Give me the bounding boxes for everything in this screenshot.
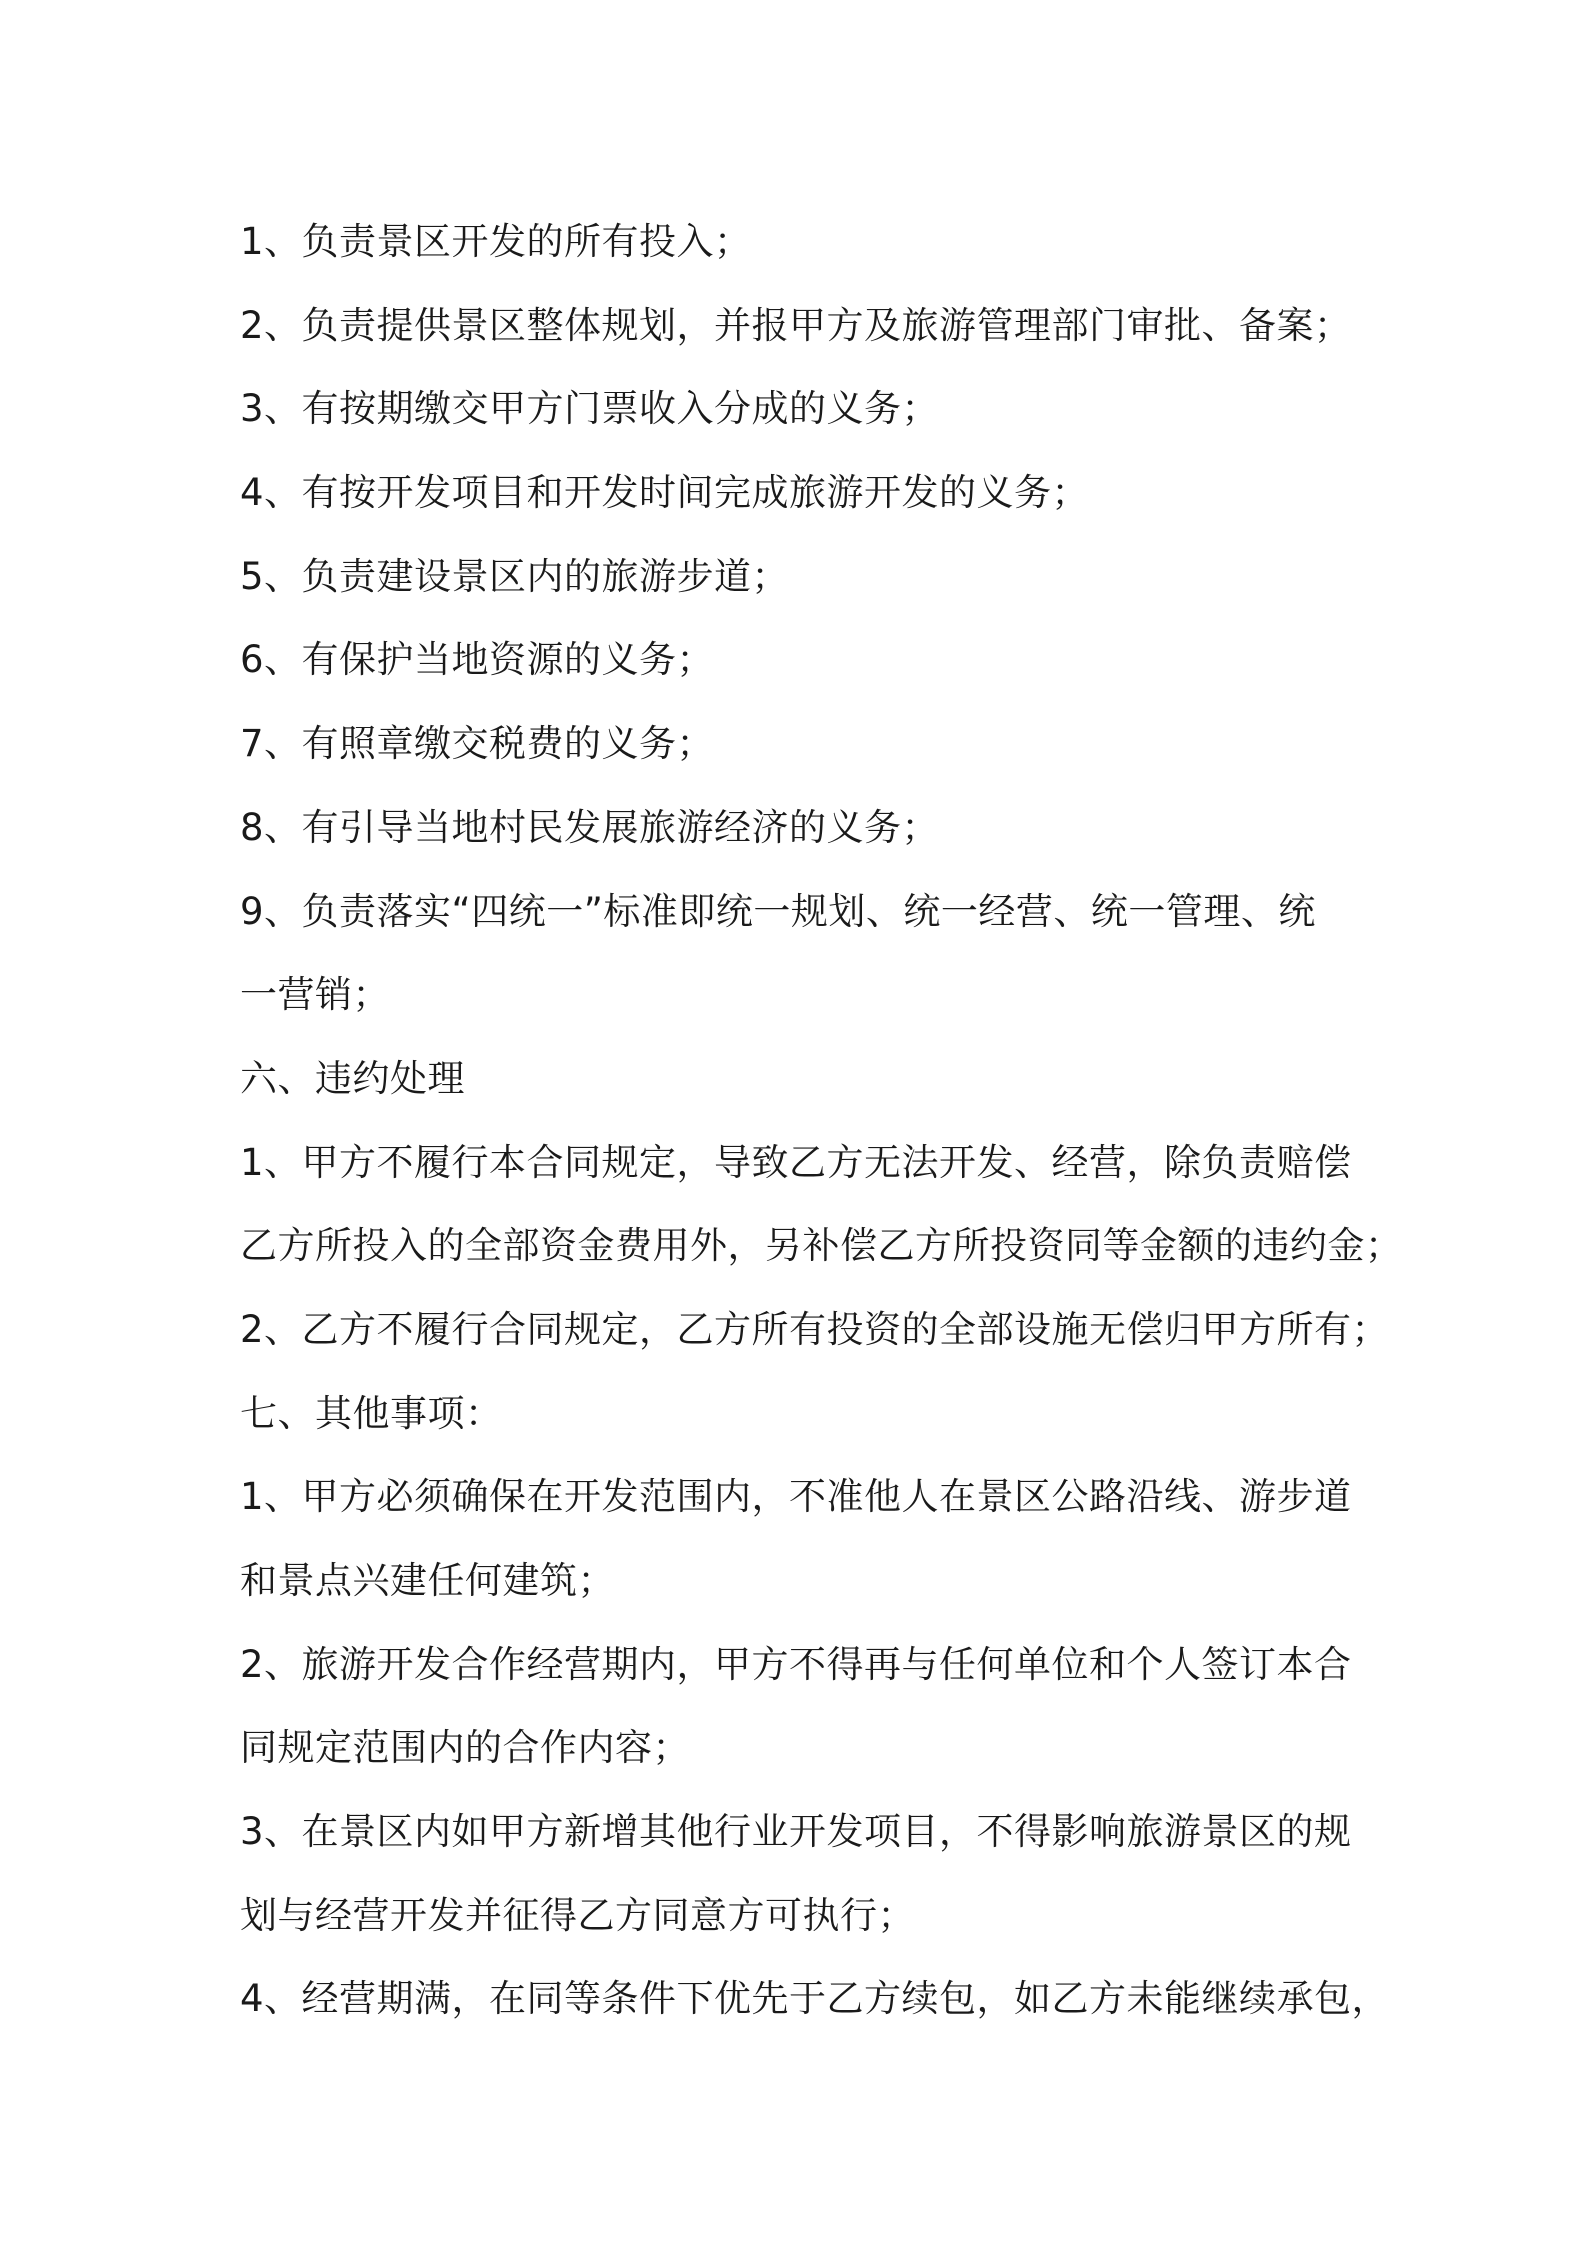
other-item-3: 3、在景区内如甲方新增其他行业开发项目，不得影响旅游景区的规 bbox=[240, 1810, 1352, 1854]
obligation-item-1: 1、负责景区开发的所有投入； bbox=[240, 220, 752, 263]
other-item-2: 2、旅游开发合作经营期内，甲方不得再与任何单位和个人签订本合 bbox=[240, 1642, 1352, 1686]
obligation-item-6: 6、有保护当地资源的义务； bbox=[240, 638, 715, 682]
obligation-item-8: 8、有引导当地村民发展旅游经济的义务； bbox=[240, 805, 940, 849]
obligation-item-9: 9、负责落实“四统一”标准即统一规划、统一经营、统一管理、统 bbox=[240, 889, 1316, 933]
obligation-item-2: 2、负责提供景区整体规划，并报甲方及旅游管理部门审批、备案； bbox=[240, 303, 1352, 347]
obligation-item-9-continued: 一营销； bbox=[240, 973, 390, 1017]
breach-item-1: 1、甲方不履行本合同规定，导致乙方无法开发、经营，除负责赔偿 bbox=[240, 1140, 1352, 1184]
obligation-item-4: 4、有按开发项目和开发时间完成旅游开发的义务； bbox=[240, 471, 1090, 515]
section-heading-other-matters: 七、其他事项： bbox=[240, 1391, 503, 1435]
other-item-1: 1、甲方必须确保在开发范围内，不准他人在景区公路沿线、游步道 bbox=[240, 1475, 1352, 1519]
obligation-item-7: 7、有照章缴交税费的义务； bbox=[240, 722, 715, 766]
section-heading-breach: 六、违约处理 bbox=[240, 1056, 465, 1100]
other-item-3-continued: 划与经营开发并征得乙方同意方可执行； bbox=[240, 1893, 915, 1937]
obligation-item-5: 5、负责建设景区内的旅游步道； bbox=[240, 554, 790, 598]
breach-item-1-continued: 乙方所投入的全部资金费用外，另补偿乙方所投资同等金额的违约金； bbox=[240, 1224, 1403, 1268]
obligation-item-3: 3、有按期缴交甲方门票收入分成的义务； bbox=[240, 387, 940, 431]
other-item-4: 4、经营期满，在同等条件下优先于乙方续包，如乙方未能继续承包， bbox=[240, 1977, 1390, 2021]
document-body bbox=[240, 200, 1403, 2041]
other-item-1-continued: 和景点兴建任何建筑； bbox=[240, 1559, 615, 1602]
other-item-2-continued: 同规定范围内的合作内容； bbox=[240, 1726, 690, 1770]
breach-item-2: 2、乙方不履行合同规定，乙方所有投资的全部设施无偿归甲方所有； bbox=[240, 1307, 1390, 1351]
